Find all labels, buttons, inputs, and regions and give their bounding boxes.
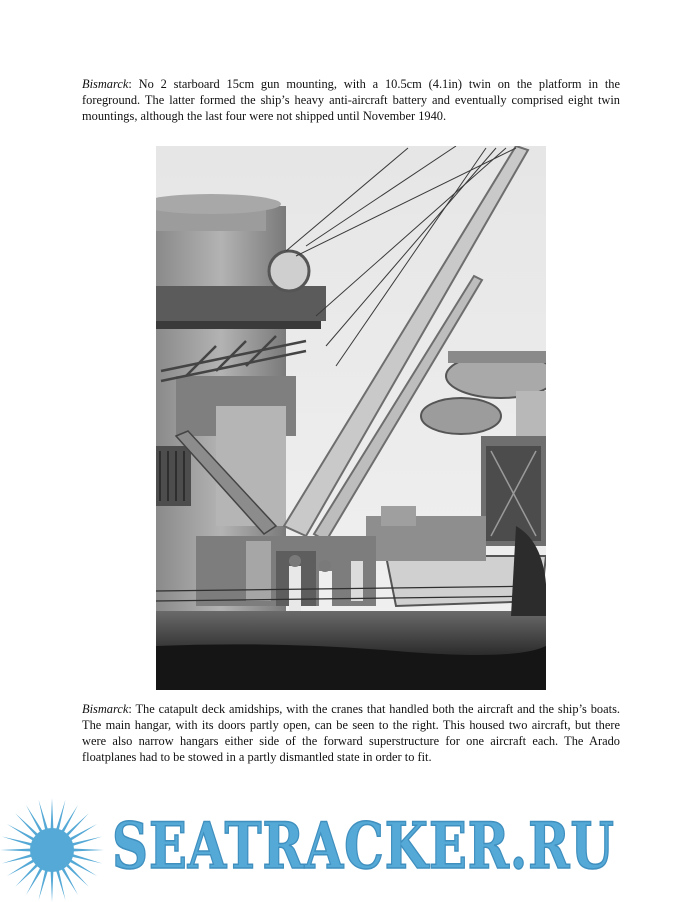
sun-ray: [72, 849, 104, 852]
sun-ray: [56, 869, 66, 900]
watermark-text: SEATRACKER.RU: [112, 809, 615, 884]
watermark: [0, 795, 698, 902]
sun-ray: [2, 854, 33, 864]
photo-catapult-deck: [156, 146, 546, 690]
sun-ray: [0, 849, 32, 852]
sun-ray: [51, 798, 54, 830]
sun-ray: [71, 854, 102, 864]
sun-burst-icon: [0, 795, 110, 902]
caption-bottom: [82, 701, 620, 765]
sun-ray: [71, 837, 102, 847]
caption-bottom-text: : The catapult deck amidships, with the cranes that handled both the aircraft and the ship’s boats. The main hangar, with its doors partly open, can be seen to the right. This housed two aircraft, but there were also narrow hangars either side of the forward superstructure for one aircraft each. The Arado floatplanes had to be stowed in a partly dismantled state in order to fit.: [82, 702, 620, 764]
caption-top-ship: Bismarck: [82, 77, 129, 91]
sun-ray: [15, 863, 39, 887]
caption-bottom-ship: Bismarck: [82, 702, 129, 716]
sun-ray: [15, 813, 39, 837]
caption-top: [82, 76, 620, 124]
sun-ray: [56, 800, 66, 831]
sun-ray: [39, 800, 49, 831]
sun-ray: [65, 813, 89, 837]
sun-ray: [51, 870, 54, 902]
sun-ray: [65, 863, 89, 887]
sun-ray: [2, 837, 33, 847]
caption-top-text: : No 2 starboard 15cm gun mounting, with a 10.5cm (4.1in) twin on the platform in the foreground. The latter formed the ship’s heavy anti-aircraft battery and eventually comprised eight twin mountings, although the last four were not shipped until November 1940.: [82, 77, 620, 123]
sun-ray: [39, 869, 49, 900]
